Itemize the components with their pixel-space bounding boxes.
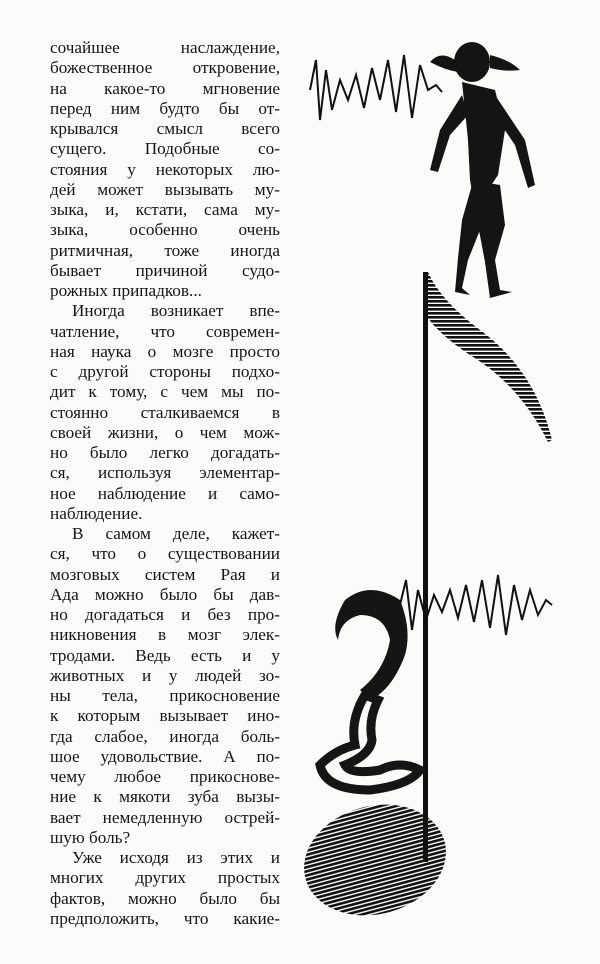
text-line: стояния у некоторых лю-	[50, 159, 280, 179]
text-line: чему любое прикоснове-	[50, 767, 280, 786]
text-line: зыка, особенно очень	[50, 220, 280, 240]
text-line: шое удовольствие. А по-	[50, 746, 280, 766]
brain-wave-bottom	[400, 575, 552, 635]
text-line: ны тела, прикосновение	[50, 686, 280, 705]
text-line: дит к тому, с чем мы по-	[50, 382, 280, 402]
text-line: на какое-то мгновение	[50, 78, 280, 98]
text-line: бывает причиной судо-	[50, 260, 280, 280]
text-line: тродами. Ведь есть и у	[50, 645, 280, 665]
text-line: шую боль?	[50, 827, 131, 847]
cobra-snake	[320, 590, 420, 790]
text-line: ся, что о существовании	[50, 544, 280, 564]
text-line: но догадаться и без про-	[50, 605, 280, 624]
text-line: божественное откровение,	[50, 58, 280, 78]
text-line: вает немедленную острей-	[50, 807, 280, 827]
text-line: стоянно сталкиваемся в	[50, 402, 280, 422]
text-line: перед ним будто бы от-	[50, 98, 280, 118]
text-line: зыка, и, кстати, сама му-	[50, 200, 280, 219]
text-line: многих других простых	[50, 868, 280, 888]
text-line: никновения в мозг элек-	[50, 625, 280, 645]
text-line: дей может вызывать му-	[50, 179, 280, 199]
brain-wave-top	[310, 55, 442, 120]
text-line: но было легко догадать-	[50, 443, 280, 462]
text-line: сочайшее наслаждение,	[50, 38, 280, 57]
text-line: к которым вызывает ино-	[50, 706, 280, 726]
text-line: ная наука о мозге просто	[50, 341, 280, 361]
text-line: Ада можно было бы дав-	[50, 584, 280, 604]
dancer-figure	[430, 42, 535, 298]
text-line: ритмичная, тоже иногда	[50, 240, 280, 260]
text-line: с другой стороны подхо-	[50, 362, 280, 381]
text-line: наблюдение.	[50, 503, 143, 523]
text-line: ние к мякоти зуба вызы-	[50, 787, 280, 807]
text-line: Уже исходя из этих и	[72, 848, 280, 867]
text-line: предположить, что какие-	[50, 908, 280, 928]
text-line: сущего. Подобные со-	[50, 139, 280, 159]
text-line: фактов, можно было бы	[50, 888, 280, 908]
text-line: гда слабое, иногда боль-	[50, 726, 280, 746]
text-line: чатление, что современ-	[50, 321, 280, 341]
text-line: своей жизни, о чем мож-	[50, 422, 280, 442]
text-line: животных и у людей зо-	[50, 665, 280, 685]
text-line: ное наблюдение и само-	[50, 483, 280, 503]
text-line: Иногда возникает впе-	[72, 301, 280, 321]
text-line: ся, используя элементар-	[50, 463, 280, 483]
text-line: крывался смысл всего	[50, 119, 280, 138]
text-line: рожных припадков...	[50, 281, 202, 300]
text-line: мозговых систем Рая и	[50, 564, 280, 584]
text-line: В самом деле, кажет-	[72, 524, 280, 543]
